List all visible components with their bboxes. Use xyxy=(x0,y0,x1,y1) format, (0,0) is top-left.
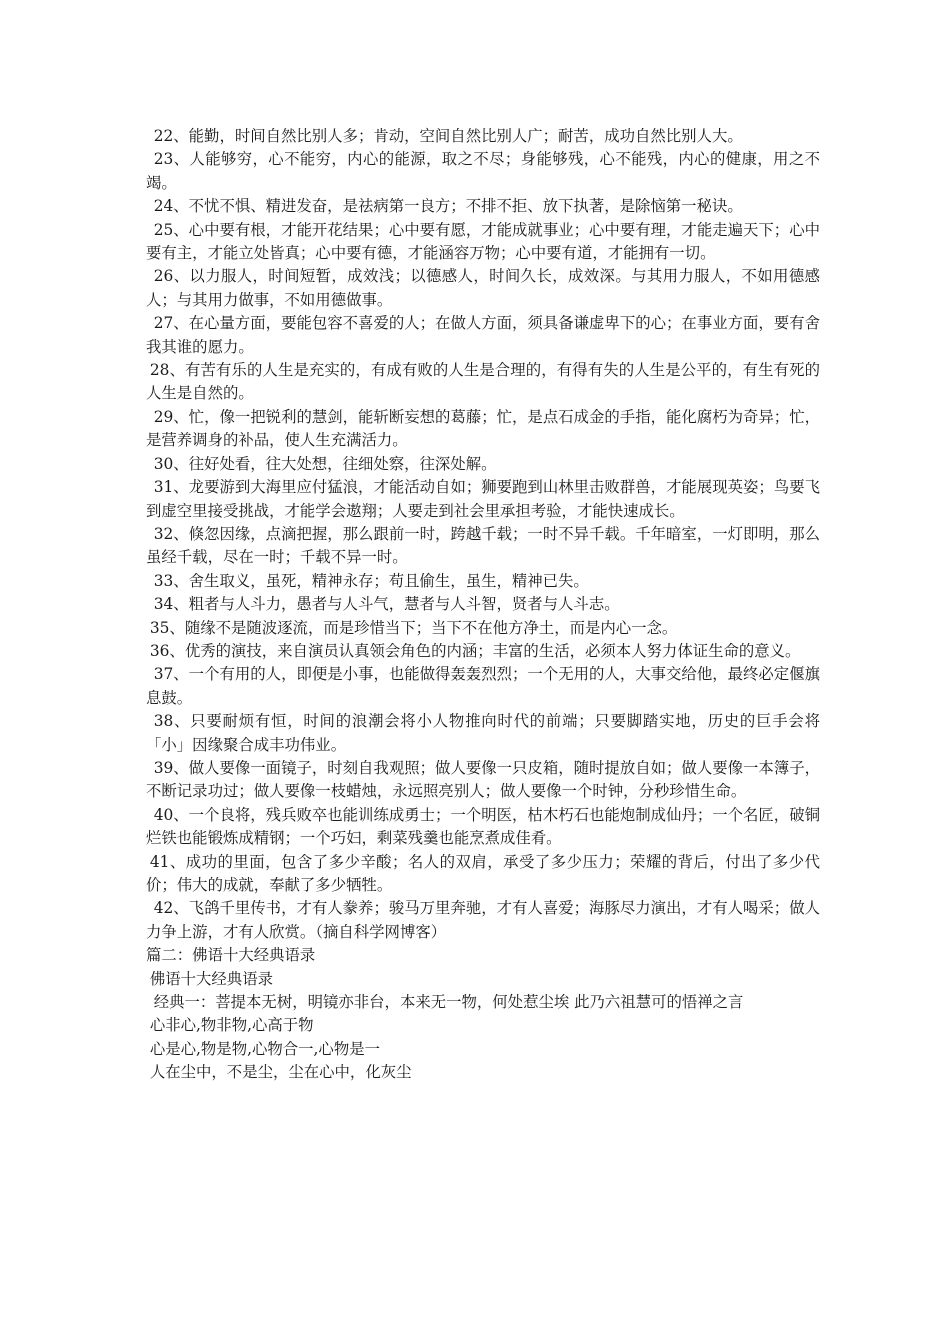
paragraph-35: 35、随缘不是随波逐流，而是珍惜当下；当下不在他方净土，而是内心一念。 xyxy=(149,618,678,637)
section-heading: 篇二：佛语十大经典语录 xyxy=(146,946,316,965)
paragraph-37: 37、一个有用的人，即便是小事，也能做得轰轰烈烈；一个无用的人，大事交给他，最终必定偃旗息鼓。 xyxy=(146,665,820,707)
paragraph-34: 34、粗者与人斗力，愚者与人斗气，慧者与人斗智，贤者与人斗志。 xyxy=(153,595,620,614)
quote-classic-one: 经典一：菩提本无树，明镜亦非台，本来无一物，何处惹尘埃 此乃六祖慧可的悟禅之言 xyxy=(153,993,744,1012)
paragraph-25: 25、心中要有根，才能开花结果；心中要有愿，才能成就事业；心中要有理，才能走遍天下；心中要有主，才能立处皆真；心中要有德，才能涵容万物；心中要有道，才能拥有一切。 xyxy=(146,220,820,263)
document-page xyxy=(146,125,820,1085)
quote-line-3: 人在尘中，不是尘，尘在心中，化灰尘 xyxy=(149,1063,412,1082)
paragraph-27: 27、在心量方面，要能包容不喜爱的人；在做人方面，须具备谦虚卑下的心；在事业方面，要有舍我其谁的愿力。 xyxy=(146,314,820,356)
paragraph-33: 33、舍生取义，虽死，精神永存；苟且偷生，虽生，精神已失。 xyxy=(153,571,589,590)
paragraph-42: 42、飞鸽千里传书，才有人豢养；骏马万里奔驰，才有人喜爱；海豚尽力演出，才有人喝采；做人力争上游，才有人欣赏。（摘自科学网博客） xyxy=(146,899,820,941)
paragraph-23: 23、人能够穷，心不能穷，内心的能源，取之不尽；身能够残，心不能残，内心的健康，用之不竭。 xyxy=(146,150,820,192)
paragraph-36: 36、优秀的演技，来自演员认真领会角色的内涵；丰富的生活，必须本人努力体证生命的意义。 xyxy=(149,641,801,660)
quote-line-1: 心非心,物非物,心高于物 xyxy=(149,1016,314,1035)
paragraph-26: 26、以力服人，时间短暂，成效浅；以德感人，时间久长，成效深。与其用力服人，不如用德感人；与其用力做事，不如用德做事。 xyxy=(146,267,820,309)
paragraph-22: 22、能勤，时间自然比别人多；肯动，空间自然比别人广；耐苦，成功自然比别人大。 xyxy=(153,127,743,145)
quote-line-2: 心是心,物是物,心物合一,心物是一 xyxy=(149,1039,380,1058)
paragraph-32: 32、倏忽因缘，点滴把握，那么跟前一时，跨越千载；一时不异千载。千年暗室，一灯即明，那么虽经千载，尽在一时；千载不异一时。 xyxy=(146,524,820,567)
paragraph-41: 41、成功的里面，包含了多少辛酸；名人的双肩，承受了多少压力；荣耀的背后，付出了多少代价；伟大的成就，奉献了多少牺牲。 xyxy=(146,852,820,894)
paragraph-28: 28、有苦有乐的人生是充实的，有成有败的人生是合理的，有得有失的人生是公平的，有生有死的人生是自然的。 xyxy=(146,361,820,403)
paragraph-29: 29、忙，像一把锐利的慧剑，能斩断妄想的葛藤；忙，是点石成金的手指，能化腐朽为奇异；忙，是营养调身的补品，使人生充满活力。 xyxy=(146,407,820,450)
paragraph-40: 40、一个良将，残兵败卒也能训练成勇士；一个明医，枯木朽石也能炮制成仙丹；一个名匠，破铜烂铁也能锻炼成精钢；一个巧妇，剩菜残羹也能烹煮成佳肴。 xyxy=(146,805,820,848)
paragraph-30: 30、往好处看，往大处想，往细处察，往深处解。 xyxy=(153,454,497,473)
paragraph-38: 38、只要耐烦有恒，时间的浪潮会将小人物推向时代的前端；只要脚踏实地，历史的巨手会将「小」因缘聚合成丰功伟业。 xyxy=(146,712,820,754)
section-title: 佛语十大经典语录 xyxy=(149,969,273,988)
paragraph-39: 39、做人要像一面镜子，时刻自我观照；做人要像一只皮箱，随时提放自如；做人要像一本簿子，不断记录功过；做人要像一枝蜡烛，永远照亮别人；做人要像一个时钟，分秒珍惜生命。 xyxy=(146,758,820,801)
paragraph-24: 24、不忧不惧、精进发奋，是祛病第一良方；不排不拒、放下执著，是除恼第一秘诀。 xyxy=(153,197,743,216)
paragraph-31: 31、龙要游到大海里应付猛浪，才能活动自如；狮要跑到山林里击败群兽，才能展现英姿；鸟要飞到虚空里接受挑战，才能学会遨翔；人要走到社会里承担考验，才能快速成长。 xyxy=(146,478,820,520)
